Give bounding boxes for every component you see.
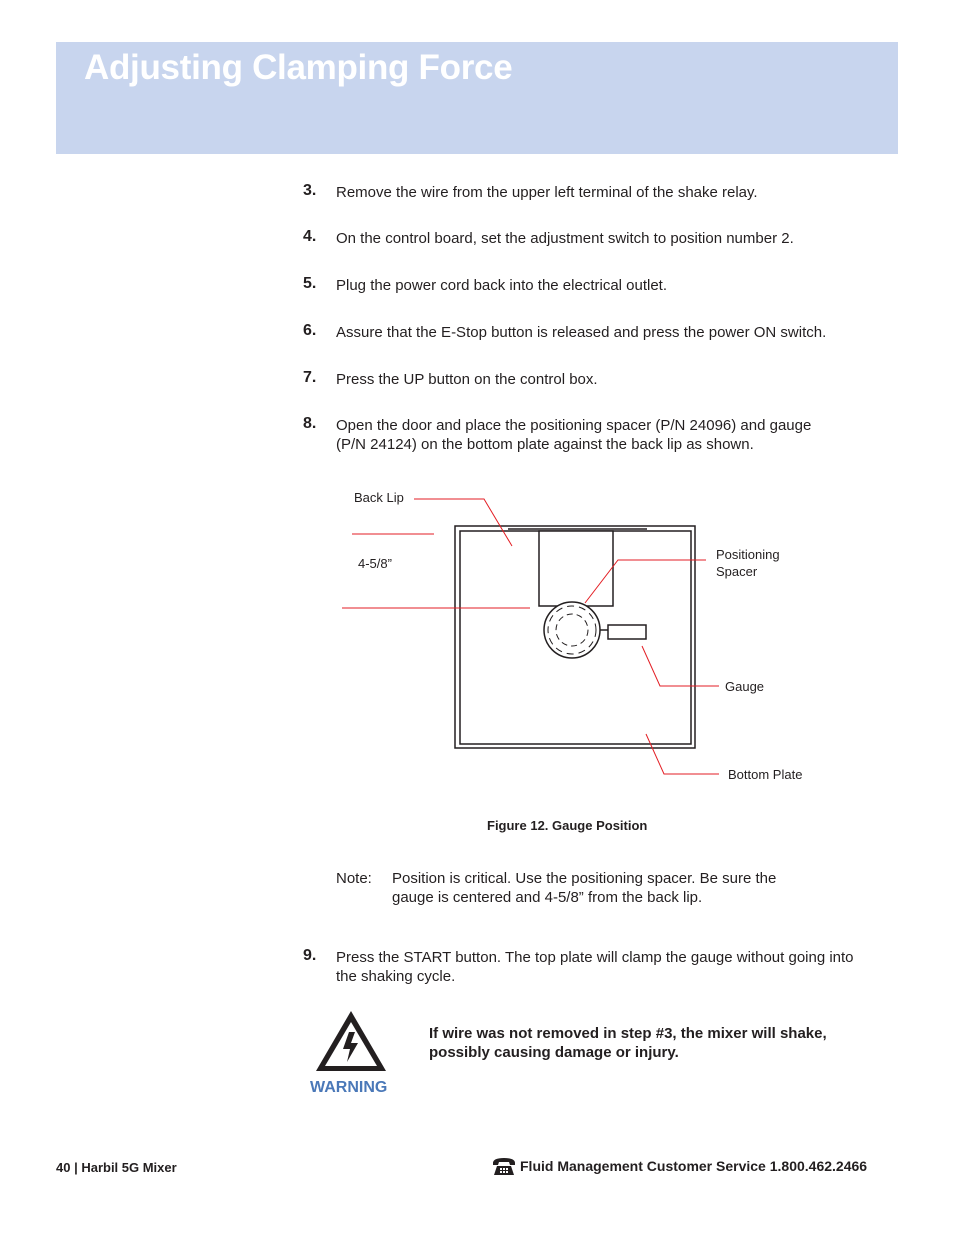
gauge-leader <box>642 646 719 686</box>
step-text: Plug the power cord back into the electrical outlet. <box>336 277 668 294</box>
gauge-label: Gauge <box>725 679 765 694</box>
step-text: On the control board, set the adjustment switch to position number 2. <box>336 230 794 247</box>
step-number: 8. <box>303 415 317 432</box>
step-number: 9. <box>303 947 317 964</box>
positioning-spacer <box>539 531 613 606</box>
gauge-diagram <box>330 478 830 798</box>
footer-customer-service-text: Fluid Management Customer Service 1.800.462.2466 <box>520 1158 868 1174</box>
footer-page-info: 40 | Harbil 5G Mixer <box>56 1160 177 1175</box>
note-text: Position is critical. Use the positioning spacer. Be sure the gauge is centered and 4-5/8” from the back lip. <box>392 870 777 906</box>
gauge-probe <box>608 625 646 639</box>
gauge-body <box>544 602 600 658</box>
step-text: Press the START button. The top plate will clamp the gauge without going into the shaking cycle. <box>336 949 854 985</box>
telephone-icon <box>492 1156 516 1176</box>
back-lip-label: Back Lip <box>354 490 404 505</box>
step-number: 3. <box>303 182 317 199</box>
step-text: Remove the wire from the upper left terminal of the shake relay. <box>336 184 758 201</box>
bottom-plate-leader <box>646 734 719 774</box>
footer-customer-service <box>492 1156 867 1176</box>
dimension-label: 4-5/8” <box>358 556 392 571</box>
warning-label: WARNING <box>310 1079 388 1096</box>
step-text: Press the UP button on the control box. <box>336 371 598 388</box>
positioning-spacer-label: Positioning Spacer <box>716 547 780 579</box>
step-number: 6. <box>303 322 317 339</box>
step-text: Open the door and place the positioning spacer (P/N 24096) and gauge (P/N 24124) on the bottom plate against the back lip as shown. <box>336 417 812 453</box>
page-title: Adjusting Clamping Force <box>84 48 513 87</box>
step-number: 4. <box>303 228 317 245</box>
figure-caption: Figure 12. Gauge Position <box>487 818 648 833</box>
note-label: Note: <box>336 870 372 887</box>
high-voltage-warning-icon <box>313 1008 389 1074</box>
step-number: 5. <box>303 275 317 292</box>
bottom-plate-label: Bottom Plate <box>728 767 803 782</box>
gauge-position-figure <box>330 478 830 798</box>
step-text: Assure that the E-Stop button is released and press the power ON switch. <box>336 324 827 341</box>
warning-text: If wire was not removed in step #3, the mixer will shake, possibly causing damage or injury. <box>429 1025 827 1061</box>
step-number: 7. <box>303 369 317 386</box>
back-lip-leader <box>414 499 512 546</box>
